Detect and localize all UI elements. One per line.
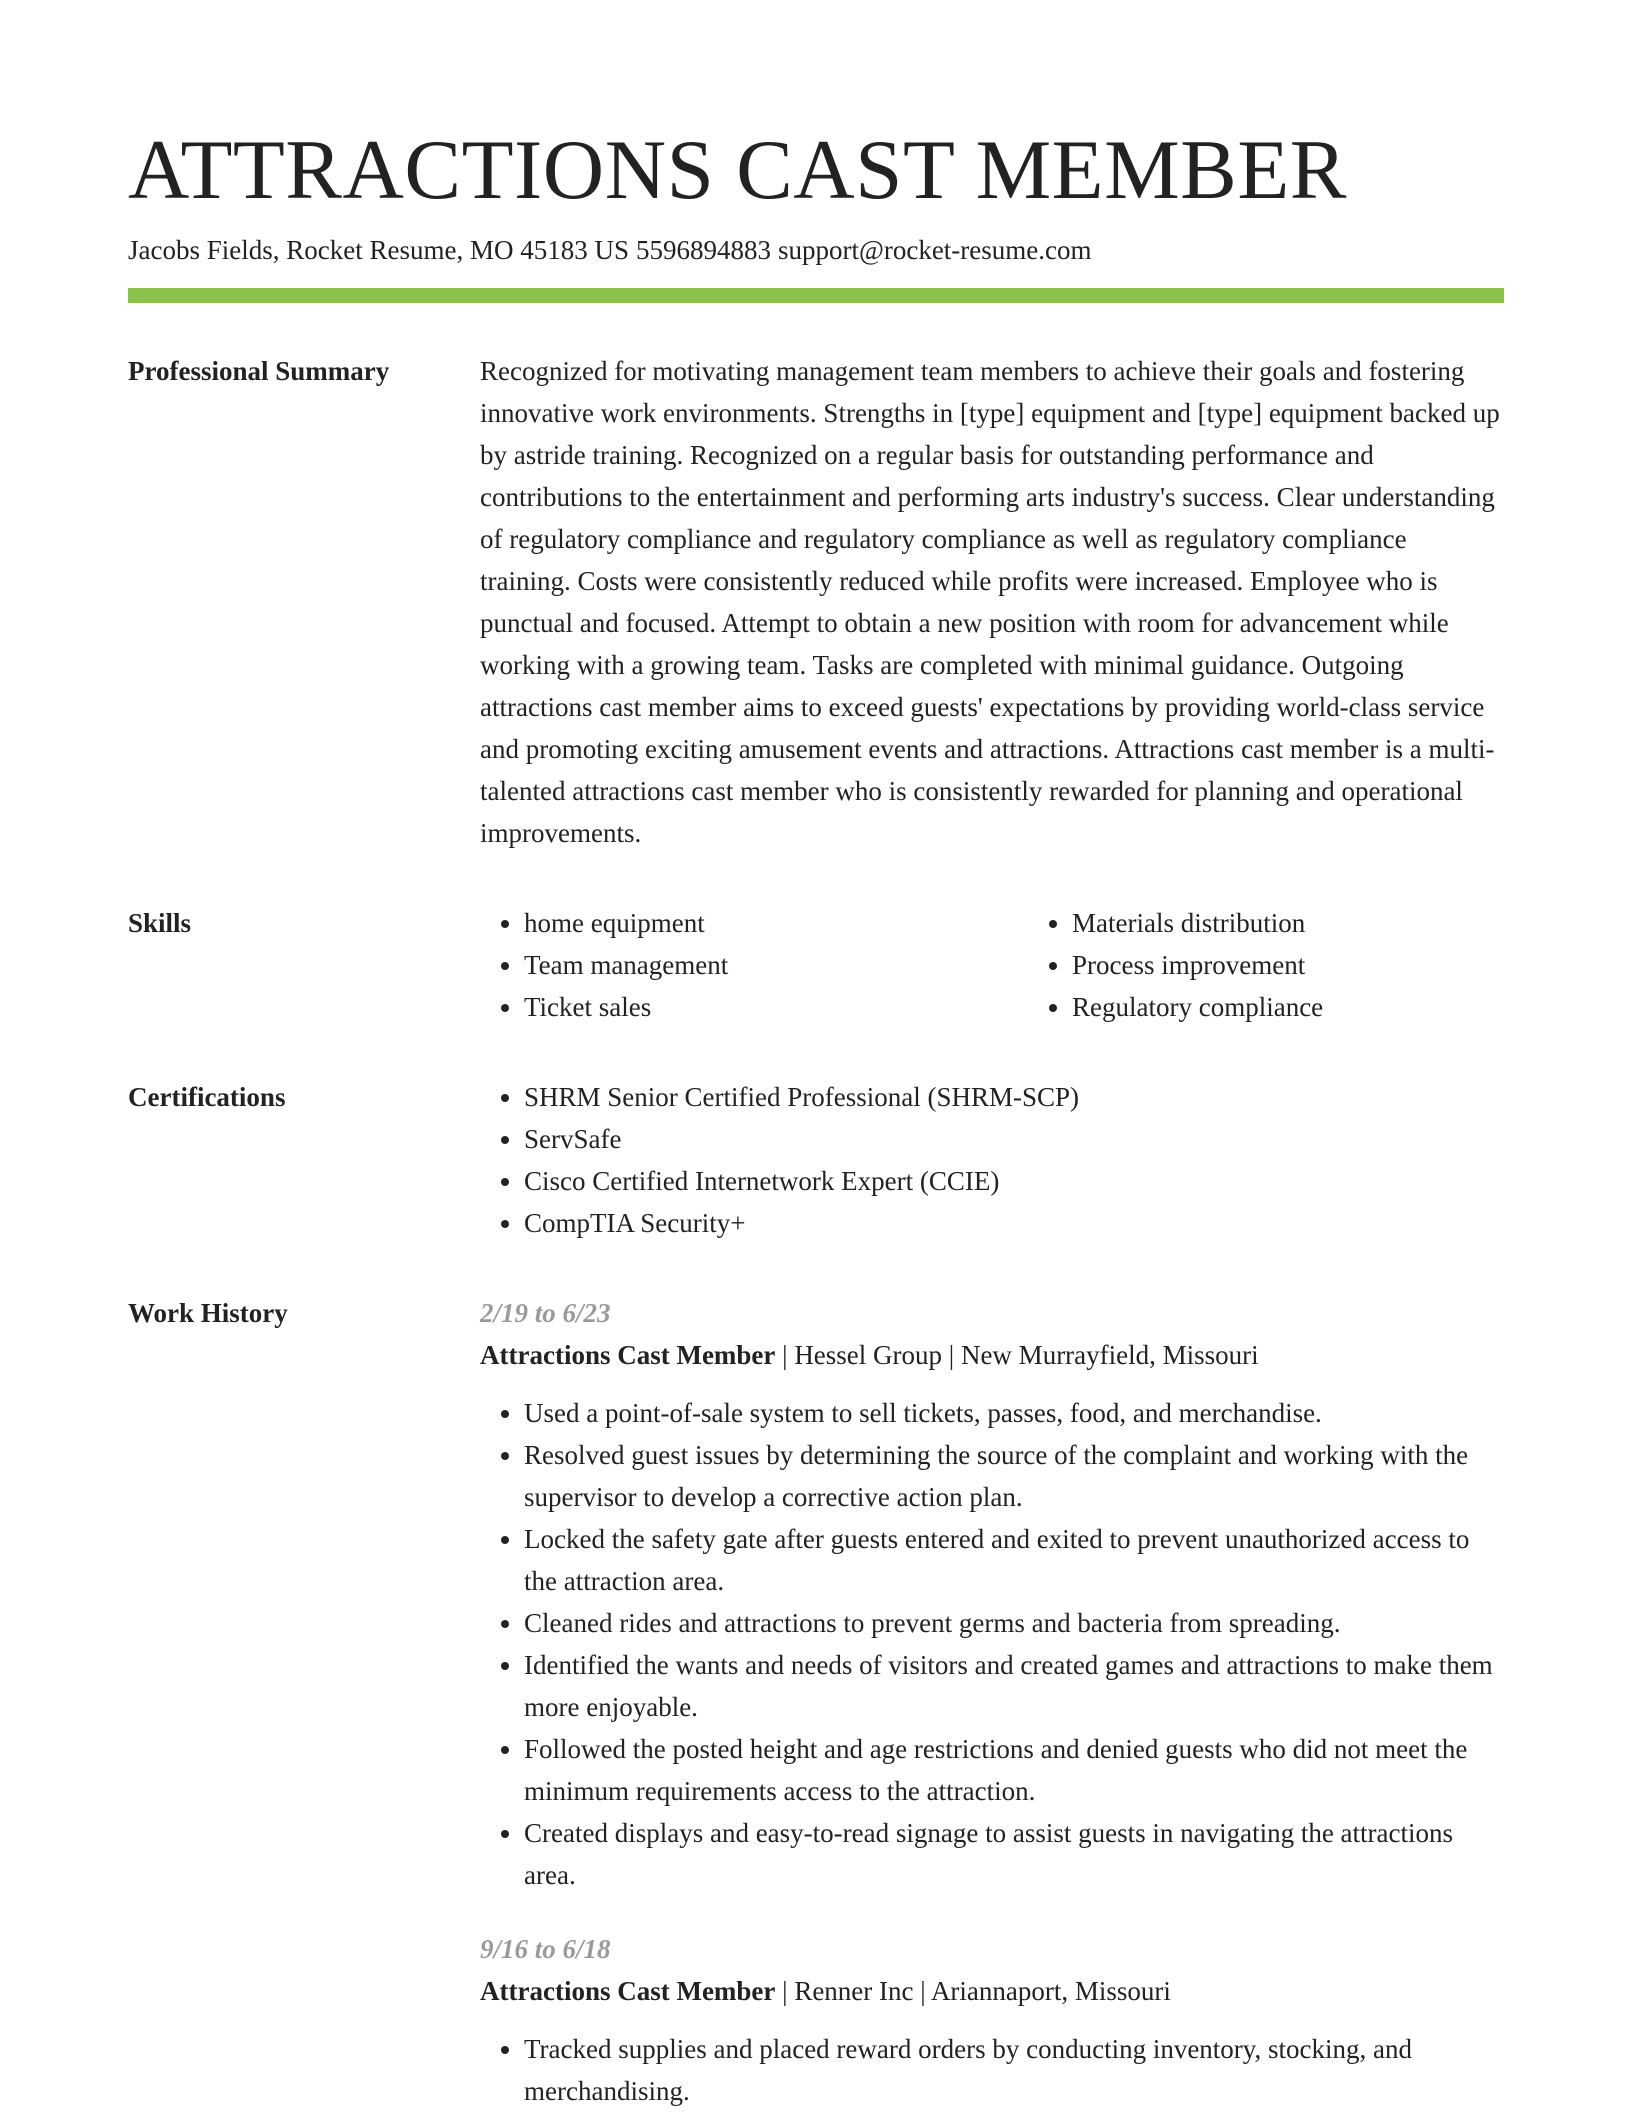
skills-list-right (1028, 902, 1323, 1028)
job-bullet: • Identified the wants and needs of visitors and created games and attractions to make them more enjoyable. (524, 1644, 1504, 1728)
candidate-name: ATTRACTIONS CAST MEMBER (128, 123, 1347, 217)
job-bullet: • Resolved guest issues by determining the source of the complaint and working with the supervisor to develop a corrective action plan. (524, 1434, 1504, 1518)
job-entry (480, 1292, 1504, 1896)
job-dates: 9/16 to 6/18 (480, 1934, 611, 1964)
job-entry (480, 1928, 1504, 2112)
work-history-section (128, 1292, 1504, 2112)
job-dates: 2/19 to 6/23 (480, 1298, 611, 1328)
work-history-body (480, 1292, 1504, 2112)
job-location: New Murrayfield, Missouri (960, 1340, 1259, 1370)
job-bullet: • Used a point-of-sale system to sell tickets, passes, food, and merchandise. (524, 1392, 1504, 1434)
skills-section (128, 902, 1504, 1028)
contact-phone: 5596894883 (635, 235, 771, 265)
section-label-summary: Professional Summary (128, 356, 390, 386)
job-separator: | (782, 1976, 788, 2006)
skill-item: • Regulatory compliance (1072, 986, 1323, 1028)
header-divider (128, 288, 1504, 303)
job-separator: | (920, 1976, 926, 2006)
job-bullet: • Tracked supplies and placed reward orders by conducting inventory, stocking, and merchandising. (524, 2028, 1504, 2112)
job-title: Attractions Cast Member (480, 1340, 776, 1370)
certification-item: • Cisco Certified Internetwork Expert (CCIE) (524, 1160, 1504, 1202)
summary-section (128, 350, 1504, 854)
skills-list-left (480, 902, 1028, 1028)
job-bullets (480, 1392, 1504, 1896)
job-company: Hessel Group (794, 1340, 943, 1370)
resume-page (128, 120, 1504, 2112)
job-title: Attractions Cast Member (480, 1976, 776, 2006)
job-bullet: • Cleaned rides and attractions to prevent germs and bacteria from spreading. (524, 1602, 1504, 1644)
certifications-body (480, 1076, 1504, 1244)
job-company: Renner Inc (794, 1976, 914, 2006)
contact-address: Jacobs Fields, Rocket Resume, MO 45183 US (128, 235, 629, 265)
skill-item: • Process improvement (1072, 944, 1323, 986)
skill-item: • Team management (524, 944, 1028, 986)
job-location: Ariannaport, Missouri (930, 1976, 1171, 2006)
contact-email: support@rocket-resume.com (777, 235, 1092, 265)
summary-text: Recognized for motivating management team members to achieve their goals and fostering innovative work environments. Strengths in [type] equipment and [type] equipment backed up by astride training. Recognized on a regular basis for outstanding performance and contributions to the entertainment and performing arts industry's success. Clear understanding of regulatory compliance and regulatory compliance as well as regulatory compliance training. Costs were consistently reduced while profits were increased. Employee who is punctual and focused. Attempt to obtain a new position with room for advancement while working with a growing team. Tasks are completed with minimal guidance. Outgoing attractions cast member aims to exceed guests' expectations by providing world-class service and promoting exciting amusement events and attractions. Attractions cast member is a multi-talented attractions cast member who is consistently rewarded for planning and operational improvements. (480, 356, 1500, 848)
certifications-list (480, 1076, 1504, 1244)
section-label-certifications: Certifications (128, 1082, 286, 1112)
contact-line (128, 232, 1504, 268)
section-label-skills: Skills (128, 908, 192, 938)
job-bullets (480, 2028, 1504, 2112)
job-separator: | (782, 1340, 788, 1370)
certification-item: • CompTIA Security+ (524, 1202, 1504, 1244)
certification-item: • ServSafe (524, 1118, 1504, 1160)
job-heading (480, 1970, 1504, 2012)
job-separator: | (948, 1340, 955, 1370)
skill-item: • Materials distribution (1072, 902, 1323, 944)
skill-item: • home equipment (524, 902, 1028, 944)
skills-body (480, 902, 1504, 1028)
certification-item: • SHRM Senior Certified Professional (SHRM-SCP) (524, 1076, 1504, 1118)
certifications-section (128, 1076, 1504, 1244)
summary-body (480, 350, 1504, 854)
job-bullet: • Created displays and easy-to-read signage to assist guests in navigating the attractions area. (524, 1812, 1504, 1896)
section-label-work-history: Work History (128, 1298, 288, 1328)
skill-item: • Ticket sales (524, 986, 1028, 1028)
job-heading (480, 1334, 1504, 1376)
job-bullet: • Followed the posted height and age restrictions and denied guests who did not meet the minimum requirements access to the attraction. (524, 1728, 1504, 1812)
job-bullet: • Locked the safety gate after guests entered and exited to prevent unauthorized access to the attraction area. (524, 1518, 1504, 1602)
